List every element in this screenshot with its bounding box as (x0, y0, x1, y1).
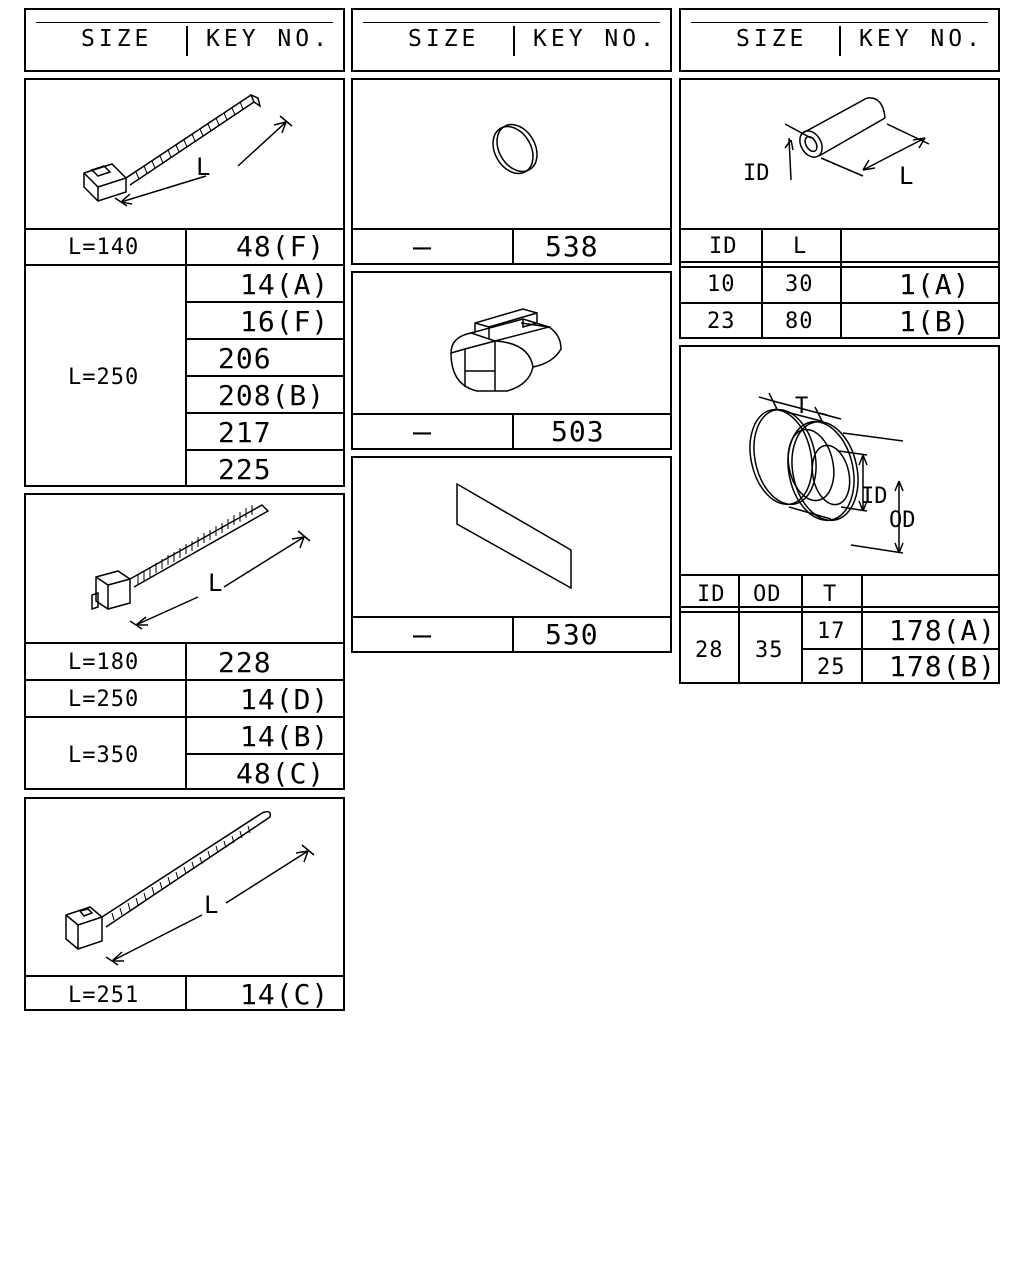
tie1-key-7: 225 (218, 453, 272, 486)
block-key: 503 (551, 415, 605, 448)
header-key-no: KEY NO. (859, 26, 984, 52)
cable-tie-1-panel (24, 78, 345, 487)
tie2-key-1: 228 (218, 646, 272, 679)
tube-id-2: 23 (707, 309, 736, 334)
block-panel (351, 271, 672, 450)
tube-id-label: ID (743, 161, 770, 186)
disc-size: — (413, 230, 433, 265)
grommet-t-2: 25 (817, 655, 846, 680)
cable-tie-1-drawing (26, 80, 347, 230)
tie2-size-2: L=250 (68, 687, 140, 712)
grommet-t-1: 17 (817, 619, 846, 644)
tube-id-1: 10 (707, 272, 736, 297)
grommet-id-label: ID (861, 484, 888, 509)
tape-key: 530 (545, 618, 599, 651)
tube-panel (679, 78, 1000, 339)
tie1-size-1: L=140 (68, 235, 140, 260)
tie1-key-3: 16(F) (240, 305, 330, 338)
grommet-key-2: 178(B) (889, 650, 997, 683)
grommet-t-label: T (795, 394, 809, 419)
grommet-key-1: 178(A) (889, 614, 997, 647)
tube-l-1: 30 (785, 272, 814, 297)
tie1-key-5: 208(B) (218, 379, 326, 412)
cable-tie-2-panel (24, 493, 345, 790)
tie1-key-6: 217 (218, 416, 272, 449)
cable-tie-3-drawing (26, 799, 347, 975)
tube-col-id: ID (709, 234, 738, 259)
grommet-od-value: 35 (755, 638, 784, 663)
disc-panel (351, 78, 672, 265)
tie1-dim-label: L (196, 153, 211, 181)
grommet-col-t: T (823, 582, 838, 607)
header-col3 (679, 8, 1000, 72)
tie1-key-4: 206 (218, 342, 272, 375)
header-col1 (24, 8, 345, 72)
disc-drawing (353, 80, 674, 228)
tie2-key-4: 48(C) (236, 757, 326, 790)
tie1-key-2: 14(A) (240, 268, 330, 301)
grommet-col-od: OD (753, 582, 782, 607)
block-size: — (413, 415, 433, 450)
tube-col-l: L (793, 234, 808, 259)
tube-key-1: 1(A) (899, 268, 971, 301)
tie3-size-1: L=251 (68, 983, 140, 1008)
tie2-dim-label: L (208, 569, 223, 597)
disc-key: 538 (545, 230, 599, 263)
tie3-dim-label: L (204, 891, 219, 919)
header-col2 (351, 8, 672, 72)
block-drawing (353, 273, 674, 413)
header-size: SIZE (81, 26, 153, 52)
header-key-no: KEY NO. (533, 26, 658, 52)
tie3-key-1: 14(C) (240, 978, 330, 1011)
header-size: SIZE (408, 26, 480, 52)
grommet-od-label: OD (889, 508, 916, 533)
tie2-key-3: 14(B) (240, 720, 330, 753)
tape-size: — (413, 618, 433, 653)
tie2-size-3: L=350 (68, 743, 140, 768)
grommet-id-value: 28 (695, 638, 724, 663)
tube-l-2: 80 (785, 309, 814, 334)
grommet-panel (679, 345, 1000, 684)
header-size: SIZE (736, 26, 808, 52)
header-key-no: KEY NO. (206, 26, 331, 52)
tie2-key-2: 14(D) (240, 683, 330, 716)
grommet-drawing (681, 347, 1002, 575)
tube-drawing (681, 80, 1002, 228)
tie2-size-1: L=180 (68, 650, 140, 675)
tie1-key-1: 48(F) (236, 230, 326, 263)
tape-drawing (353, 458, 674, 616)
grommet-col-id: ID (697, 582, 726, 607)
cable-tie-3-panel (24, 797, 345, 1011)
tube-l-label: L (899, 162, 914, 190)
tape-panel (351, 456, 672, 653)
cable-tie-2-drawing (26, 495, 347, 643)
tie1-size-2: L=250 (68, 365, 140, 390)
tube-key-2: 1(B) (899, 305, 971, 338)
